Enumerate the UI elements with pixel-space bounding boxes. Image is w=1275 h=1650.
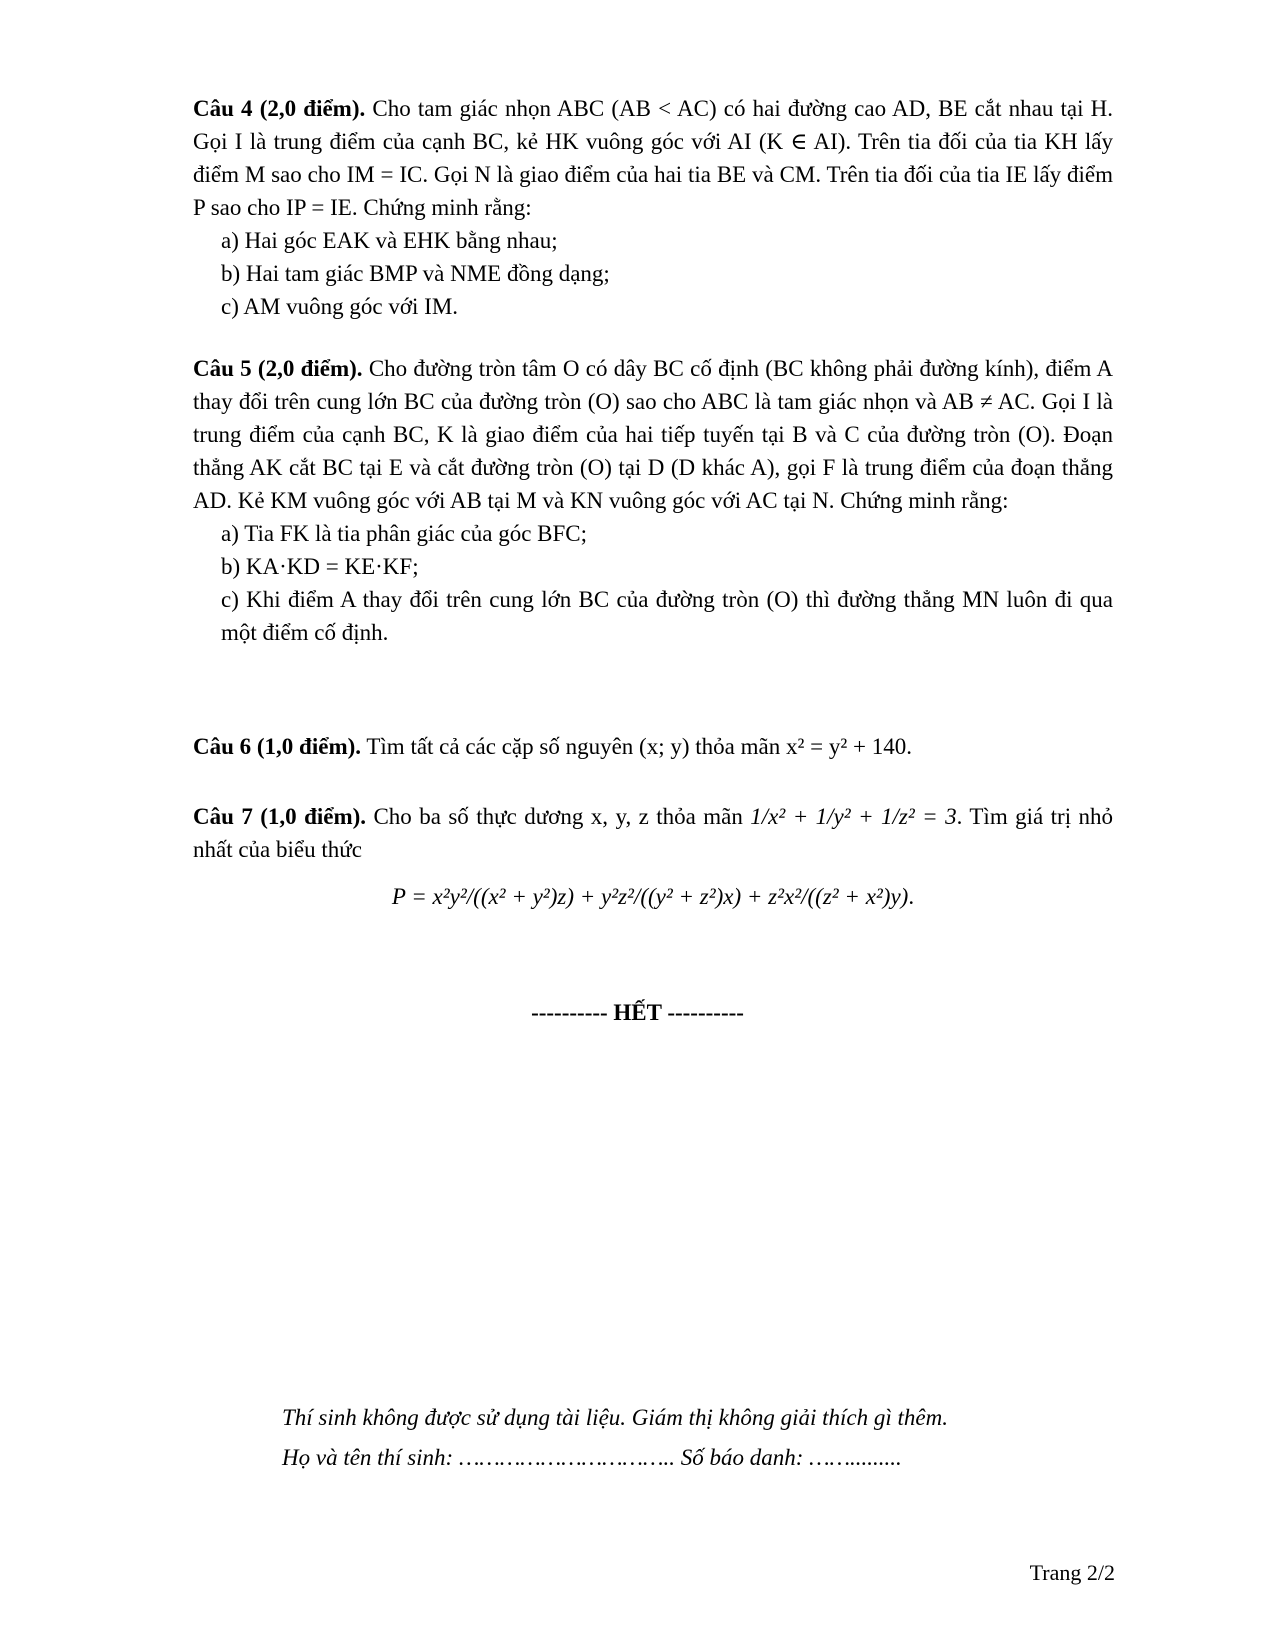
question-5 bbox=[193, 352, 1113, 649]
q4-text: Cho tam giác nhọn ABC (AB < AC) có hai đường cao AD, BE cắt nhau tại H. Gọi I là trung điểm của cạnh BC, kẻ HK vuông góc với AI (K ∈ AI). Trên tia đối của tia KH lấy điểm M sao cho IM = IC. Gọi N là giao điểm của hai tia BE và CM. Trên tia đối của tia IE lấy điểm P sao cho IP = IE. Chứng minh rằng: bbox=[193, 96, 1113, 220]
q5-part-a: a) Tia FK là tia phân giác của góc BFC; bbox=[221, 521, 588, 546]
q7-text-1: Cho ba số thực dương x, y, z thỏa mãn bbox=[366, 804, 743, 829]
q4-heading: Câu 4 (2,0 điểm). bbox=[193, 96, 366, 121]
end-mark: ---------- HẾT ---------- bbox=[531, 1000, 744, 1025]
footer-note: Thí sinh không được sử dụng tài liệu. Giám thị không giải thích gì thêm. bbox=[282, 1405, 948, 1430]
question-4 bbox=[193, 92, 1113, 323]
q5-text: Cho đường tròn tâm O có dây BC cố định (BC không phải đường kính), điểm A thay đổi trên cung lớn BC của đường tròn (O) sao cho ABC là tam giác nhọn và AB ≠ AC. Gọi I là trung điểm của cạnh BC, K là giao điểm của hai tiếp tuyến tại B và C của đường tròn (O). Đoạn thẳng AK cắt BC tại E và cắt đường tròn (O) tại D (D khác A), gọi F là trung điểm của đoạn thẳng AD. Kẻ KM vuông góc với AB tại M và KN vuông góc với AC tại N. Chứng minh rằng: bbox=[193, 356, 1113, 513]
q6-text: Tìm tất cả các cặp số nguyên (x; y) thỏa mãn x² = y² + 140. bbox=[361, 734, 912, 759]
question-7: Câu 7 (1,0 điểm). Cho ba số thực dương x, y, z thỏa mãn 1/x² + 1/y² + 1/z² = 3. Tìm giá trị nhỏ nhất của biểu thức P = x²y²/((x² + y²)z) + y²z²/((y² + z²)x) + z²x²/((z² + x²)y). bbox=[193, 804, 1114, 909]
q4-part-c: c) AM vuông góc với IM. bbox=[221, 294, 459, 319]
question-6 bbox=[193, 730, 1113, 763]
candidate-info-line: Họ và tên thí sinh: ………………………….. Số báo danh: ……......... bbox=[282, 1445, 902, 1470]
q7-text-2: . Tìm giá trị nhỏ nhất của biểu thức bbox=[193, 804, 1114, 862]
q5-heading: Câu 5 (2,0 điểm). bbox=[193, 356, 363, 381]
page-number: Trang 2/2 bbox=[1029, 1560, 1115, 1585]
q7-heading: Câu 7 (1,0 điểm). bbox=[193, 804, 367, 829]
q6-heading: Câu 6 (1,0 điểm). bbox=[193, 734, 362, 759]
q5-part-c: c) Khi điểm A thay đổi trên cung lớn BC của đường tròn (O) thì đường thẳng MN luôn đi qua một điểm cố định. bbox=[221, 587, 1113, 645]
q7-expression: P = x²y²/((x² + y²)z) + y²z²/((y² + z²)x) + z²x²/((z² + x²)y) bbox=[391, 884, 909, 909]
q4-part-b: b) Hai tam giác BMP và NME đồng dạng; bbox=[221, 261, 610, 286]
q7-condition: 1/x² + 1/y² + 1/z² = 3 bbox=[750, 804, 957, 829]
q5-part-b: b) KA·KD = KE·KF; bbox=[221, 554, 419, 579]
q4-part-a: a) Hai góc EAK và EHK bằng nhau; bbox=[221, 228, 558, 253]
